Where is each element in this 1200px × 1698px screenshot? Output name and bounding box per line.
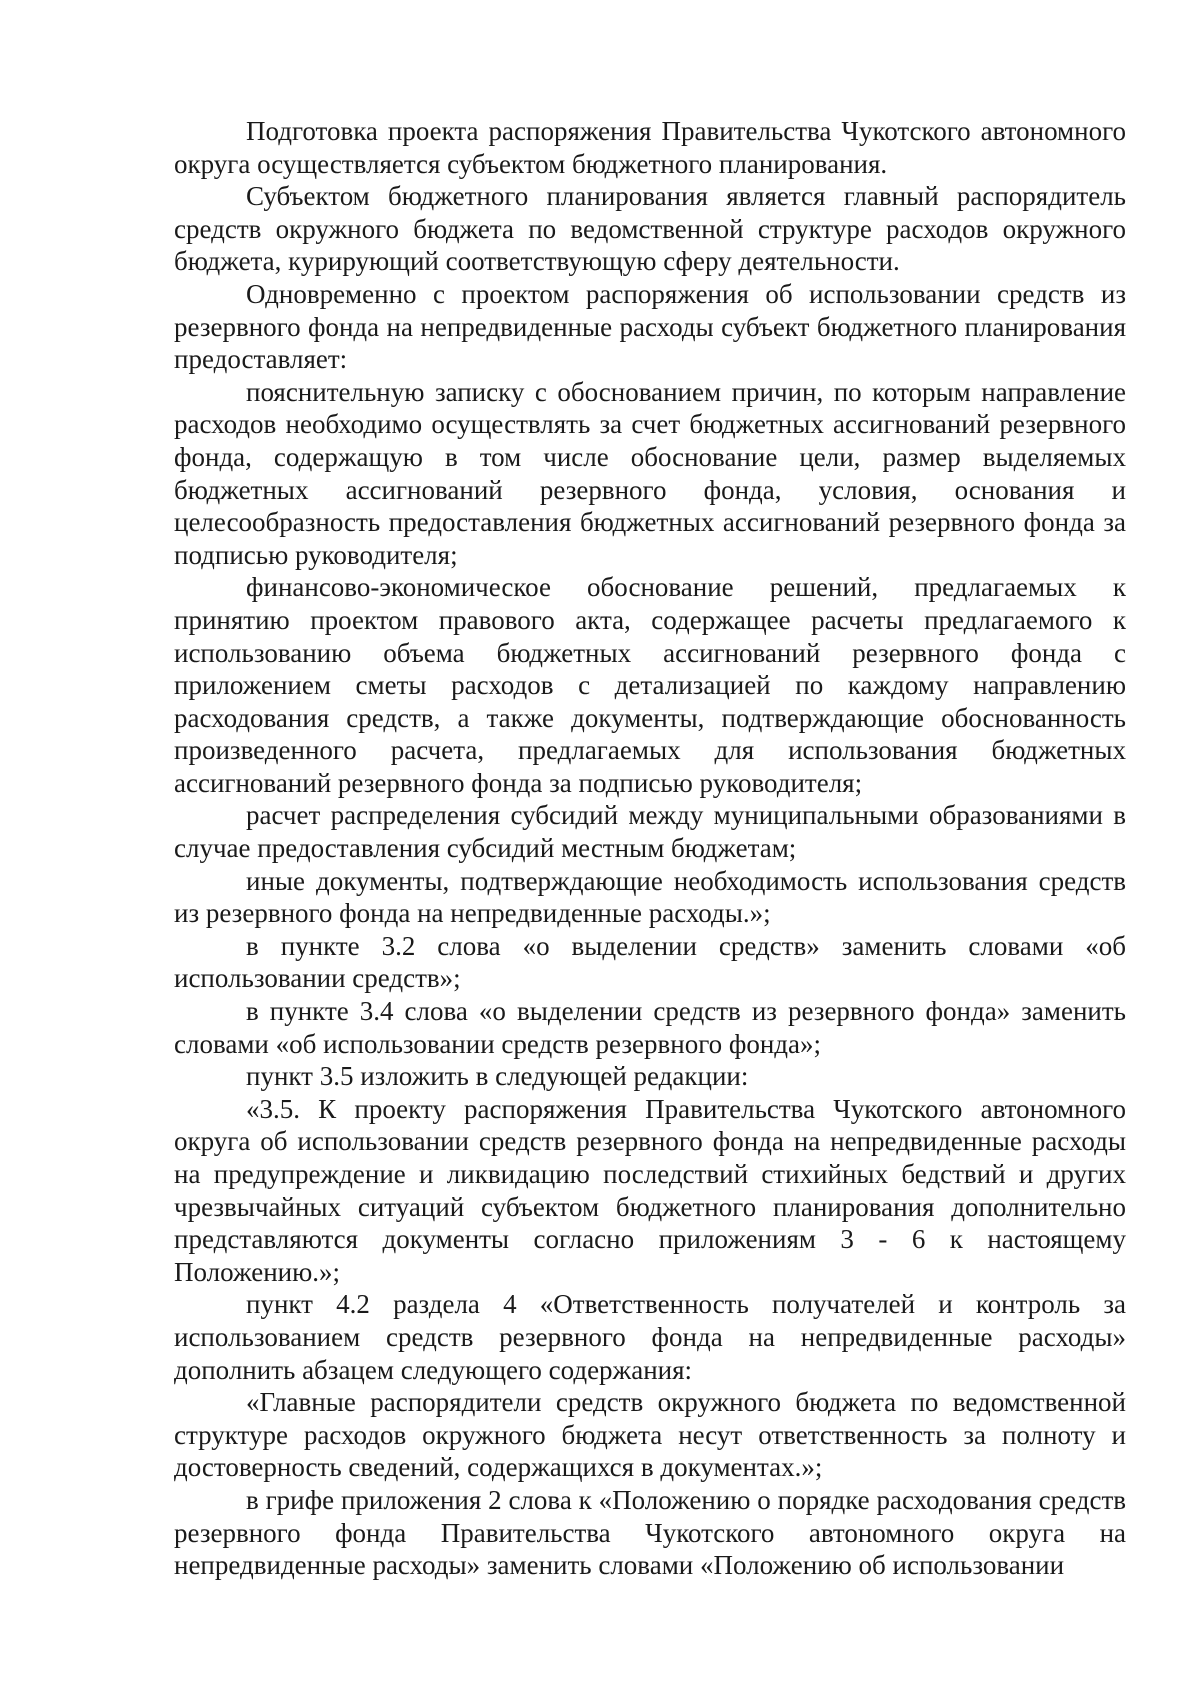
paragraph: финансово-экономическое обоснование решений, предлагаемых к принятию проектом правового акта, содержащее расчеты предлагаемого к использованию объема бюджетных ассигнований резервного фонда с приложением сметы расходов с детализацией по каждому направлению расходования средств, а также документы, подтверждающие обоснованность произведенного расчета, предлагаемых для использования бюджетных ассигнований резервного фонда за подписью руководителя; <box>174 572 1126 798</box>
paragraph: расчет распределения субсидий между муниципальными образованиями в случае предоставления субсидий местным бюджетам; <box>174 800 1126 864</box>
paragraph: Субъектом бюджетного планирования является главный распорядитель средств окружного бюджета по ведомственной структуре расходов окружного бюджета, курирующий соответствующую сферу деятельности. <box>174 181 1126 277</box>
paragraph: «3.5. К проекту распоряжения Правительства Чукотского автономного округа об использовании средств резервного фонда на непредвиденные расходы на предупреждение и ликвидацию последствий стихийных бедствий и других чрезвычайных ситуаций субъектом бюджетного планирования дополнительно представляются документы согласно приложениям 3 - 6 к настоящему Положению.»; <box>174 1093 1126 1287</box>
paragraph: Подготовка проекта распоряжения Правительства Чукотского автономного округа осуществляется субъектом бюджетного планирования. <box>174 116 1126 179</box>
paragraph: в пункте 3.4 слова «о выделении средств из резервного фонда» заменить словами «об использовании средств резервного фонда»; <box>174 996 1126 1059</box>
paragraph: в грифе приложения 2 слова к «Положению о порядке расходования средств резервного фонда Правительства Чукотского автономного округа на непредвиденные расходы» заменить словами «Положению об использовании <box>174 1484 1126 1581</box>
paragraph: пояснительную записку с обоснованием причин, по которым направление расходов необходимо осуществлять за счет бюджетных ассигнований резервного фонда, содержащую в том числе обоснование цели, размер выделяемых бюджетных ассигнований резервного фонда, условия, основания и целесообразность предоставления бюджетных ассигнований резервного фонда за подписью руководителя; <box>174 376 1126 570</box>
paragraph: пункт 3.5 изложить в следующей редакции: <box>246 1061 749 1092</box>
paragraph: иные документы, подтверждающие необходимость использования средств из резервного фонда на непредвиденные расходы.»; <box>174 865 1126 929</box>
paragraph: Одновременно с проектом распоряжения об использовании средств из резервного фонда на непредвиденные расходы субъект бюджетного планирования предоставляет: <box>174 278 1126 375</box>
paragraph: пункт 4.2 раздела 4 «Ответственность получателей и контроль за использованием средств резервного фонда на непредвиденные расходы» дополнить абзацем следующего содержания: <box>174 1289 1126 1385</box>
paragraph: в пункте 3.2 слова «о выделении средств» заменить словами «об использовании средств»; <box>174 930 1126 994</box>
document-body <box>174 115 1126 1582</box>
paragraph: «Главные распорядители средств окружного бюджета по ведомственной структуре расходов окружного бюджета несут ответственность за полноту и достоверность сведений, содержащихся в документах.»; <box>174 1387 1126 1483</box>
